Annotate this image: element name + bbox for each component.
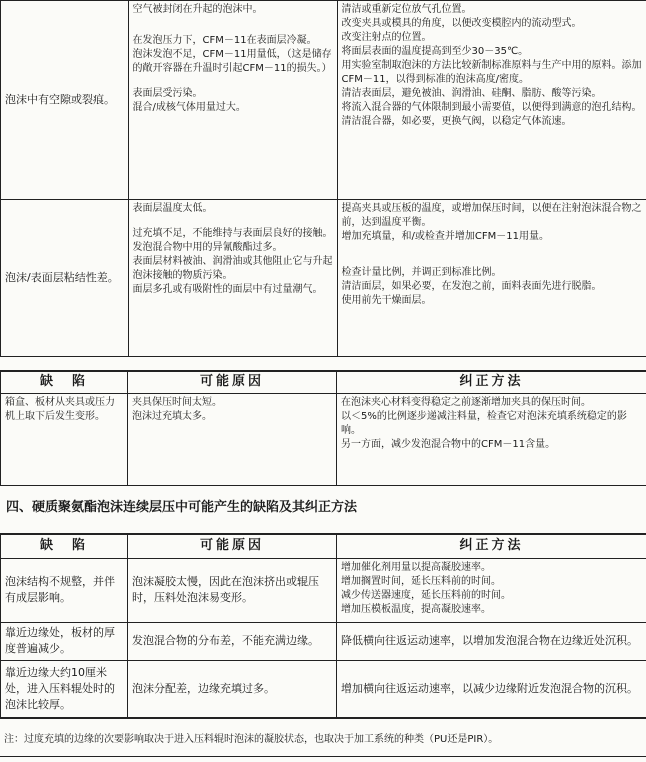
table-header-row (1, 371, 646, 393)
cause-text: 泡沫分配差，边缘充填过多。 (132, 681, 275, 695)
defect-cell (1, 1, 128, 200)
bottom-divider (0, 756, 646, 757)
defect-text: 靠近边缘大约10厘米处，进入压料辊处时的泡沫比较厚。 (5, 665, 115, 711)
defect-text: 箱盒、板材从夹具或压力机上取下后发生变形。 (5, 396, 115, 422)
cause-text: 泡沫凝胶太慢，因此在泡沫挤出或辊压时，压料处泡沫易变形。 (132, 575, 319, 604)
cause-text: 过充填不足，不能维持与表面层良好的接触。 (132, 228, 333, 239)
column-header-defect: 缺 陷 (1, 534, 128, 558)
remedy-cell (337, 1, 646, 200)
defect-cell (1, 660, 128, 718)
cause-text: 空气被封闭在升起的泡沫中。 (132, 4, 263, 15)
cause-text: 发泡混合物中用的异氰酸酯过多。 (132, 242, 283, 253)
remedy-text: 增加充填量，和/或检查并增加CFM－11用量。 (341, 231, 549, 242)
remedy-text: 增加横向往返运动速率，以减少边缘附近发泡混合物的沉积。 (341, 681, 638, 695)
table-row (1, 622, 646, 660)
table-row (1, 393, 646, 485)
footnote: 注：过度充填的边缘的次要影响取决于进入压料辊时泡沫的凝胶状态，也取决于加工系统的种类（PU还是PIR）。 (4, 734, 499, 745)
remedy-text: 用实验室制取泡沫的方法比较新制标准原料与生产中用的原料。添加CFM－11，以得到标准的泡沫高度/密度。 (341, 60, 642, 85)
remedy-cell (337, 200, 646, 357)
cause-text: 面层多孔或有吸附性的面层中有过量潮气。 (132, 284, 323, 295)
remedy-cell (337, 558, 646, 622)
cause-text: 泡沫发泡不足，CFM－11用量低，（这是储存的敞开容器在升温时引起CFM－11的损失。） (132, 49, 332, 74)
remedy-text: 清洁或重新定位放气孔位置。 (341, 4, 472, 15)
remedy-text: 清洁表面层，避免被油、润滑油、硅酮、脂肪、酸等污染。 (341, 88, 602, 99)
cause-text: 发泡混合物的分布差，不能充满边缘。 (132, 634, 319, 647)
cause-cell (128, 393, 337, 485)
cause-text: 表面层受污染。 (132, 88, 203, 99)
remedy-cell (337, 622, 646, 660)
defects-table-lamination (0, 533, 646, 719)
remedy-text: 另一方面，减少发泡混合物中的CFM－11含量。 (341, 438, 556, 450)
remedy-text: 使用前先干燥面层。 (341, 295, 432, 306)
remedy-cell (337, 393, 646, 485)
remedy-cell (337, 660, 646, 718)
section-heading: 四、硬质聚氨酯泡沫连续层压中可能产生的缺陷及其纠正方法 (6, 500, 358, 515)
defect-cell (1, 200, 128, 357)
remedy-text: 增加压模板温度，提高凝胶速率。 (341, 603, 491, 615)
remedy-text: 在泡沫夹心材料变得稳定之前逐渐增加夹具的保压时间。 (341, 396, 591, 408)
cause-text: 混合/成核气体用量过大。 (132, 102, 246, 113)
remedy-text: 将流入混合器的气体限制到最小需要值，以便得到满意的泡孔结构。清洁混合器，如必要，更换气阀，以稳定气体流速。 (341, 102, 642, 127)
defects-table-panels (0, 370, 646, 486)
cause-cell (128, 558, 337, 622)
remedy-text: 提高夹具或压板的温度，或增加保压时间，以便在注射泡沫混合物之前，达到温度平衡。 (341, 203, 642, 228)
remedy-text: 改变注射点的位置。 (341, 32, 432, 43)
column-header-remedy: 纠正方法 (337, 534, 646, 558)
defect-cell (1, 393, 128, 485)
cause-text: 表面层温度太低。 (132, 203, 213, 214)
remedy-text: 增加催化剂用量以提高凝胶速率。 (341, 561, 491, 573)
remedy-text: 减少传送器速度，延长压料前的时间。 (341, 589, 511, 601)
defect-text: 泡沫中有空隙或裂痕。 (5, 93, 115, 106)
cause-cell (128, 200, 337, 357)
column-header-cause: 可能原因 (128, 371, 337, 393)
column-header-defect: 缺 陷 (1, 371, 128, 393)
remedy-text: 将面层表面的温度提高到至少30－35℃。 (341, 46, 529, 57)
defect-cell (1, 558, 128, 622)
cause-text: 表面层材料被油、润滑油或其他阻止它与升起泡沫接触的物质污染。 (132, 256, 333, 281)
defect-text: 泡沫/表面层粘结性差。 (5, 271, 119, 284)
defect-cell (1, 622, 128, 660)
table-row (1, 558, 646, 622)
remedy-text: 检查计量比例，并调正到标准比例。 (341, 267, 502, 278)
remedy-text: 改变夹具或模具的角度，以便改变模腔内的流动型式。 (341, 18, 582, 29)
column-header-cause: 可能原因 (128, 534, 337, 558)
remedy-text: 清洁面层，如果必要，在发泡之前，面料表面先进行脱脂。 (341, 281, 602, 292)
defect-text: 泡沫结构不规整，并伴有成层影响。 (5, 575, 115, 604)
table-row (1, 1, 646, 200)
cause-cell (128, 1, 337, 200)
table-row (1, 200, 646, 357)
remedy-text: 降低横向往返运动速率，以增加发泡混合物在边缘近处沉积。 (341, 634, 638, 647)
cause-cell (128, 622, 337, 660)
defects-table-foaming (0, 0, 646, 357)
cause-cell (128, 660, 337, 718)
cause-text: 夹具保压时间太短。 (132, 396, 222, 408)
table-row (1, 660, 646, 718)
column-header-remedy: 纠正方法 (337, 371, 646, 393)
remedy-text: 增加搁置时间，延长压料前的时间。 (341, 575, 501, 587)
defect-text: 靠近边缘处，板材的厚度普遍减少。 (5, 626, 115, 655)
remedy-text: 以＜5%的比例逐步递减注料量，检查它对泡沫充填系统稳定的影响。 (341, 410, 627, 436)
table-header-row (1, 534, 646, 558)
cause-text: 泡沫过充填太多。 (132, 410, 212, 422)
cause-text: 在发泡压力下，CFM－11在表面层冷凝。 (132, 35, 317, 46)
